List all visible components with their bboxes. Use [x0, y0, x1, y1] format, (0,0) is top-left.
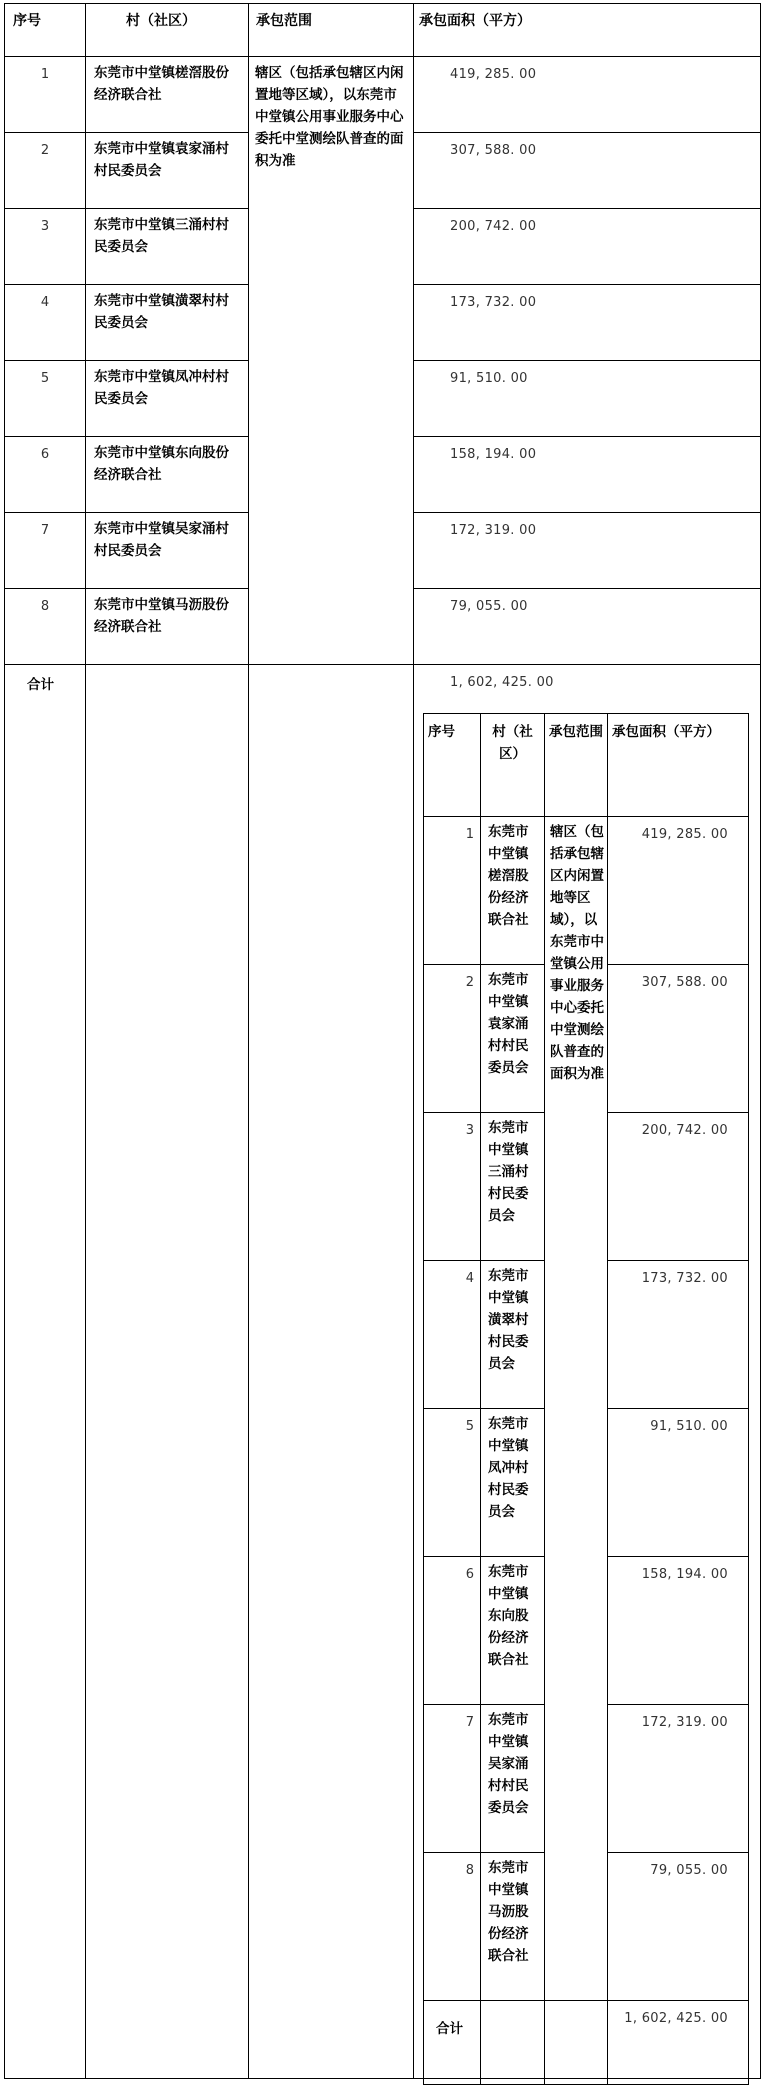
nested-empty-cell: [545, 2001, 608, 2085]
nested-row-area: 173, 732. 00: [608, 1261, 749, 1409]
nested-row-area: 79, 055. 00: [608, 1853, 749, 2001]
total-label: 合计: [5, 665, 86, 2079]
row-village: 东莞市中堂镇马沥股份经济联合社: [86, 589, 249, 665]
header-area: 承包面积（平方）: [414, 4, 761, 57]
row-village: 东莞市中堂镇吴家涌村村民委员会: [86, 513, 249, 589]
header-seq: 序号: [5, 4, 86, 57]
row-seq: 8: [5, 589, 86, 665]
total-area: 1, 602, 425. 00: [414, 665, 761, 2079]
nested-row-village: 东莞市中堂镇三涌村村民委员会: [481, 1113, 545, 1261]
row-village: 东莞市中堂镇凤冲村村民委员会: [86, 361, 249, 437]
nested-table-row: [424, 817, 749, 965]
row-village: 东莞市中堂镇三涌村村民委员会: [86, 209, 249, 285]
nested-row-village: 东莞市中堂镇潢翠村村民委员会: [481, 1261, 545, 1409]
header-scope: 承包范围: [249, 4, 414, 57]
row-area: 200, 742. 00: [414, 209, 761, 285]
nested-row-seq: 3: [424, 1113, 481, 1261]
row-village: 东莞市中堂镇潢翠村村民委员会: [86, 285, 249, 361]
nested-total-area: 1, 602, 425. 00: [608, 2001, 749, 2085]
nested-row-seq: 4: [424, 1261, 481, 1409]
row-village: 东莞市中堂镇东向股份经济联合社: [86, 437, 249, 513]
header-village: 村（社区）: [86, 4, 249, 57]
nested-row-village: 东莞市中堂镇马沥股份经济联合社: [481, 1853, 545, 2001]
nested-row-area: 307, 588. 00: [608, 965, 749, 1113]
nested-row-village: 东莞市中堂镇槎滘股份经济联合社: [481, 817, 545, 965]
nested-row-village: 东莞市中堂镇袁家涌村村民委员会: [481, 965, 545, 1113]
nested-row-seq: 1: [424, 817, 481, 965]
header-row: [5, 4, 761, 57]
row-area: 307, 588. 00: [414, 133, 761, 209]
nested-row-area: 172, 319. 00: [608, 1705, 749, 1853]
nested-row-village: 东莞市中堂镇吴家涌村村民委员会: [481, 1705, 545, 1853]
row-seq: 6: [5, 437, 86, 513]
row-seq: 1: [5, 57, 86, 133]
row-area: 172, 319. 00: [414, 513, 761, 589]
nested-total-row: [424, 2001, 749, 2085]
row-area: 79, 055. 00: [414, 589, 761, 665]
nested-row-village: 东莞市中堂镇东向股份经济联合社: [481, 1557, 545, 1705]
row-seq: 7: [5, 513, 86, 589]
nested-row-seq: 5: [424, 1409, 481, 1557]
nested-header-village: 村（社区）: [481, 714, 545, 817]
table-row: [5, 57, 761, 133]
nested-row-area: 200, 742. 00: [608, 1113, 749, 1261]
nested-header-row: [424, 714, 749, 817]
row-area: 173, 732. 00: [414, 285, 761, 361]
empty-cell: [249, 665, 414, 2079]
row-seq: 5: [5, 361, 86, 437]
row-village: 东莞市中堂镇袁家涌村村民委员会: [86, 133, 249, 209]
nested-header-area: 承包面积（平方）: [608, 714, 749, 817]
nested-contract-area-table: [423, 713, 749, 2085]
scope-cell: 辖区（包括承包辖区内闲置地等区域），以东莞市中堂镇公用事业服务中心委托中堂测绘队普查的面积为准: [249, 57, 414, 665]
row-area: 91, 510. 00: [414, 361, 761, 437]
nested-header-scope: 承包范围: [545, 714, 608, 817]
nested-row-seq: 2: [424, 965, 481, 1113]
nested-row-area: 158, 194. 00: [608, 1557, 749, 1705]
row-village: 东莞市中堂镇槎滘股份经济联合社: [86, 57, 249, 133]
nested-empty-cell: [481, 2001, 545, 2085]
row-seq: 4: [5, 285, 86, 361]
nested-row-village: 东莞市中堂镇凤冲村村民委员会: [481, 1409, 545, 1557]
row-seq: 2: [5, 133, 86, 209]
row-area: 419, 285. 00: [414, 57, 761, 133]
empty-cell: [86, 665, 249, 2079]
nested-scope-cell: 辖区（包括承包辖区内闲置地等区域），以东莞市中堂镇公用事业服务中心委托中堂测绘队普查的面积为准: [545, 817, 608, 2001]
nested-row-seq: 8: [424, 1853, 481, 2001]
nested-row-seq: 7: [424, 1705, 481, 1853]
nested-row-area: 91, 510. 00: [608, 1409, 749, 1557]
nested-total-label: 合计: [424, 2001, 481, 2085]
nested-row-area: 419, 285. 00: [608, 817, 749, 965]
row-area: 158, 194. 00: [414, 437, 761, 513]
row-seq: 3: [5, 209, 86, 285]
nested-header-seq: 序号: [424, 714, 481, 817]
nested-row-seq: 6: [424, 1557, 481, 1705]
